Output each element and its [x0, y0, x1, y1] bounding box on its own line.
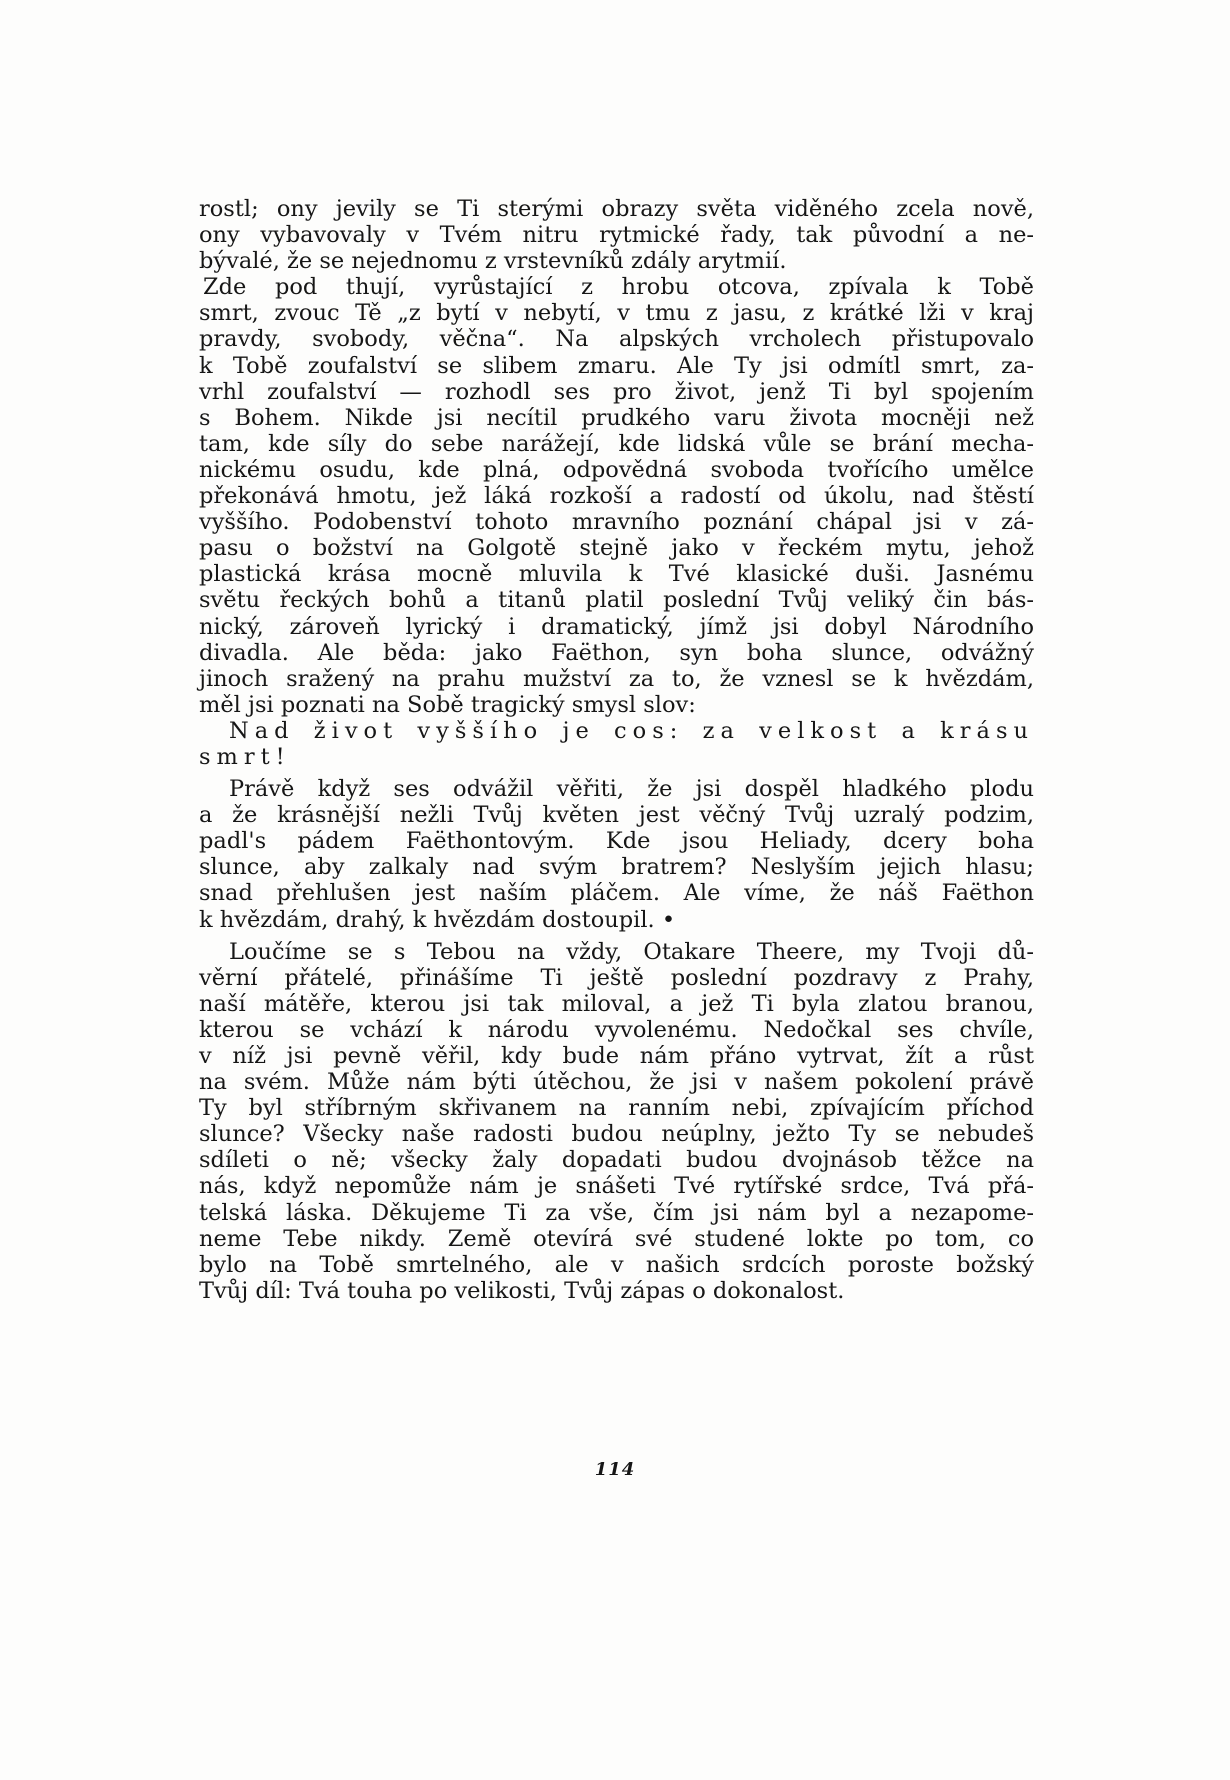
page-number: 114 — [594, 1459, 636, 1480]
text-line: Tvůj díl: Tvá touha po velikosti, Tvůj zápas o dokonalost. — [199, 1277, 845, 1304]
text-line: tam, kde síly do sebe narážejí, kde lidská vůle se brání mecha- — [199, 430, 1034, 457]
text-line: v níž jsi pevně věřil, kdy bude nám přáno vytrvat, žít a růst — [199, 1043, 1034, 1069]
text-line: slunce? Všecky naše radosti budou neúplny, ježto Ty se nebudeš — [199, 1121, 1034, 1148]
text-line: slunce, aby zalkaly nad svým bratrem? Neslyším jejich hlasu; — [199, 854, 1034, 881]
text-line: jinoch sražený na prahu mužství za to, že vznesl se k hvězdám, — [199, 665, 1034, 692]
text-line: vyššího. Podobenství tohoto mravního poznání chápal jsi v zá- — [199, 509, 1034, 536]
text-line: vrhl zoufalství — rozhodl ses pro život, jenž Ti byl spojením — [199, 378, 1034, 405]
text-line: pravdy, svobody, věčna“. Na alpských vrcholech přistupovalo — [199, 326, 1034, 353]
text-line: a že krásnější nežli Tvůj květen jest věčný Tvůj uzralý podzim, — [199, 802, 1034, 829]
text-line: světu řeckých bohů a titanů platil poslední Tvůj veliký čin bás- — [199, 587, 1034, 614]
text-line: Loučíme se s Tebou na vždy, Otakare Theere, my Tvoji dů- — [229, 938, 1034, 965]
text-line: snad přehlušen jest naším pláčem. Ale víme, že náš Faëthon — [199, 880, 1034, 907]
text-line: věrní přátelé, přinášíme Ti ještě poslední pozdravy z Prahy, — [199, 964, 1034, 991]
text-line: sdíleti o ně; všecky žaly dopadati budou dvojnásob těžce na — [199, 1147, 1034, 1174]
text-line: rostl; ony jevily se Ti sterými obrazy světa viděného zcela nově, — [199, 196, 1034, 222]
body-text — [199, 196, 1034, 1304]
text-line: nickému osudu, kde plná, odpovědná svoboda tvořícího umělce — [199, 456, 1034, 483]
text-line: plastická krása mocně mluvila k Tvé klasické duši. Jasnému — [199, 561, 1034, 588]
text-line: kterou se vchází k národu vyvolenému. Nedočkal ses chvíle, — [199, 1016, 1034, 1043]
text-line: na svém. Může nám býti útěchou, že jsi v našem pokolení právě — [199, 1069, 1034, 1096]
text-line: nický, zároveň lyrický i dramatický, jímž jsi dobyl Národního — [199, 613, 1034, 640]
quote-line: smrt! — [199, 743, 291, 770]
text-line: Ty byl stříbrným skřivanem na ranním nebi, zpívajícím příchod — [199, 1095, 1034, 1122]
text-line: překonává hmotu, jež láká rozkoší a radostí od úkolu, nad štěstí — [199, 483, 1034, 510]
text-line: telská láska. Děkujeme Ti za vše, čím jsi nám byl a nezapome- — [199, 1199, 1034, 1226]
text-line: nás, když nepomůže nám je snášeti Tvé rytířské srdce, Tvá přá- — [199, 1173, 1034, 1200]
text-line: k hvězdám, drahý, k hvězdám dostoupil. • — [199, 906, 676, 933]
text-line: naší mátěře, kterou jsi tak miloval, a jež Ti byla zlatou branou, — [199, 990, 1034, 1017]
text-line: bylo na Tobě smrtelného, ale v našich srdcích poroste božský — [199, 1251, 1034, 1278]
text-line: Právě když ses odvážil věřiti, že jsi dospěl hladkého plodu — [229, 776, 1034, 803]
text-line: měl jsi poznati na Sobě tragický smysl slov: — [199, 691, 696, 718]
text-line: Zde pod thují, vyrůstající z hrobu otcova, zpívala k Tobě — [203, 274, 1034, 301]
text-line: padl's pádem Faëthontovým. Kde jsou Heliady, dcery boha — [199, 828, 1034, 855]
text-line: s Bohem. Nikde jsi necítil prudkého varu života mocněji než — [199, 404, 1034, 431]
text-line: pasu o božství na Golgotě stejně jako v řeckém mytu, jehož — [199, 535, 1034, 562]
quote-line: Nad život vyššího je cos: za velkost a krásu — [229, 717, 1034, 744]
text-line: bývalé, že se nejednomu z vrstevníků zdály arytmií. — [199, 248, 787, 275]
text-line: k Tobě zoufalství se slibem zmaru. Ale Ty jsi odmítl smrt, za- — [199, 352, 1034, 379]
text-line: divadla. Ale běda: jako Faëthon, syn boha slunce, odvážný — [199, 639, 1034, 666]
text-line: smrt, zvouc Tě „z bytí v nebytí, v tmu z jasu, z krátké lži v kraj — [199, 300, 1034, 327]
text-line: neme Tebe nikdy. Země otevírá své studené lokte po tom, co — [199, 1225, 1034, 1252]
text-line: ony vybavovaly v Tvém nitru rytmické řady, tak původní a ne- — [199, 222, 1034, 249]
